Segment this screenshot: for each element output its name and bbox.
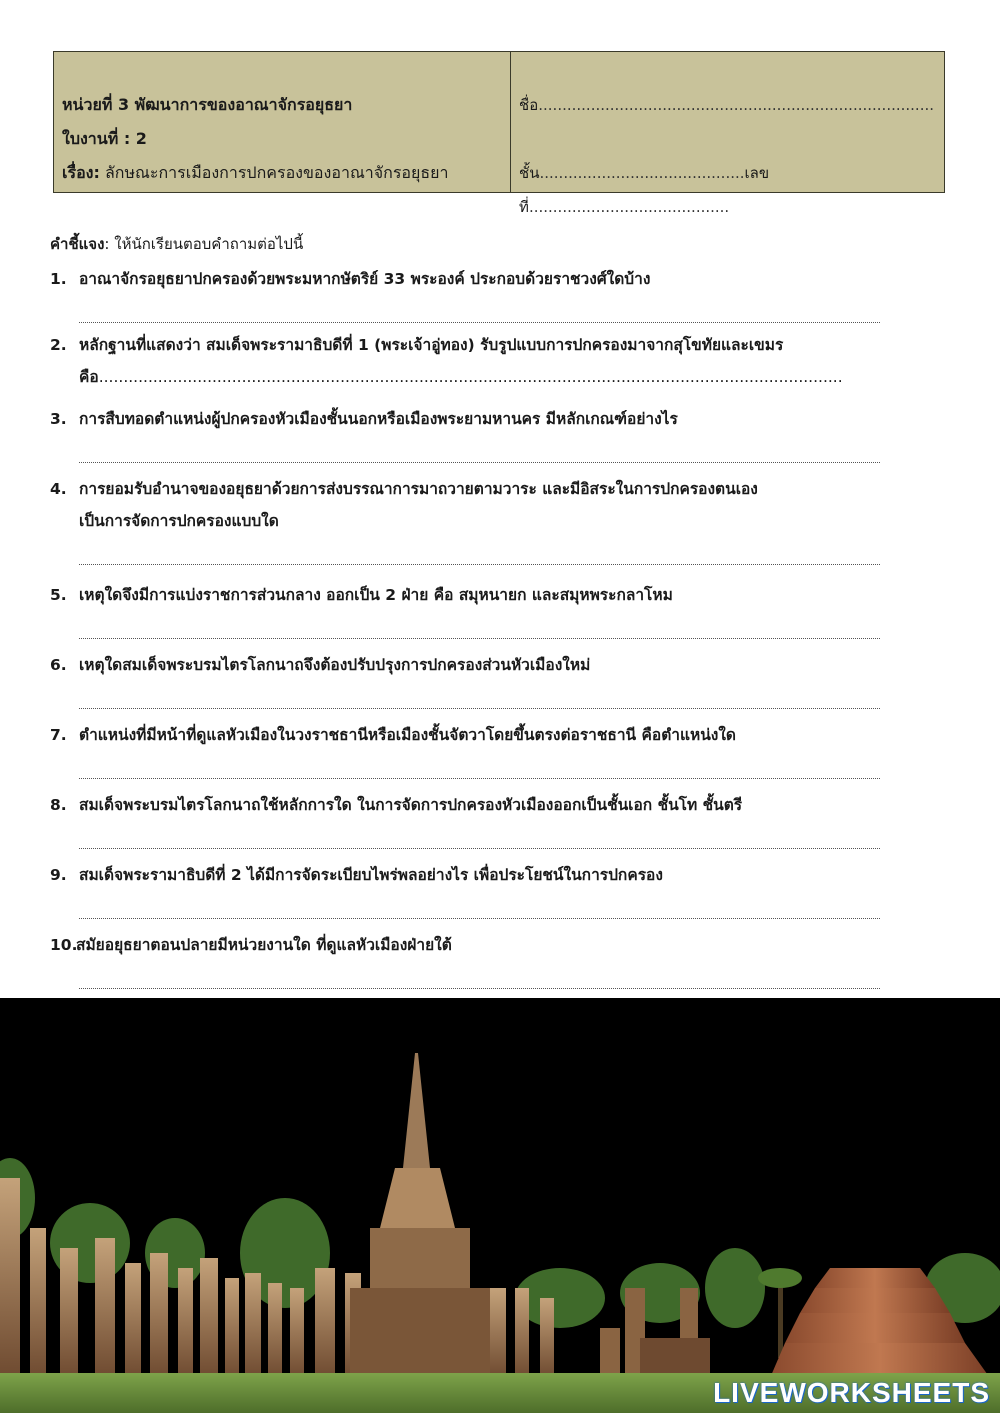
answer-line[interactable] [79,918,880,919]
header-left [54,52,511,192]
ruins-illustration [0,998,1000,1413]
central-chedi [350,1053,490,1378]
name-label: ชื่อ [519,96,539,114]
question-2: 2. หลักฐานที่แสดงว่า สมเด็จพระรามาธิบดีที่ 1 (พระเจ้าอู่ทอง) รับรูปแบบการปกครองมาจากสุโขทัยและเขมร คือ....................................................................................................................................................... [50,329,880,403]
question-3: 3. การสืบทอดตำแหน่งผู้ปกครองหัวเมืองชั้นนอกหรือเมืองพระยามหานคร มีหลักเกณฑ์อย่างไร [50,403,880,473]
answer-line[interactable] [79,638,880,639]
class-label: ชั้น [519,164,540,182]
worksheet-content [50,228,880,999]
header-box [53,51,945,216]
answer-line[interactable] [79,708,880,709]
answer-line[interactable] [79,564,880,565]
instructions-text: : ให้นักเรียนตอบคำถามต่อไปนี้ [104,235,304,253]
topic-text: ลักษณะการเมืองการปกครองของอาณาจักรอยุธยา [99,163,449,182]
answer-line[interactable] [79,988,880,989]
question-8: 8. สมเด็จพระบรมไตรโลกนาถใช้หลักการใด ในการจัดการปกครองหัวเมืองออกเป็นชั้นเอก ชั้นโท ชั้นตรี [50,789,880,859]
answer-line[interactable]: คือ....................................................................................................................................................... [79,368,843,386]
question-10: 10. สมัยอยุธยาตอนปลายมีหน่วยงานใด ที่ดูแลหัวเมืองฝ่ายใต้ [50,929,880,999]
answer-line[interactable] [79,778,880,779]
ayutthaya-ruins-photo [0,998,1000,1413]
answer-line[interactable] [79,462,880,463]
answer-line[interactable] [79,848,880,849]
topic-label: เรื่อง: [62,163,100,182]
question-7: 7. ตำแหน่งที่มีหน้าที่ดูแลหัวเมืองในวงราชธานีหรือเมืองชั้นจัตวาโดยขึ้นตรงต่อราชธานี คือตำแหน่งใด [50,719,880,789]
instructions [50,228,880,260]
number-label: เลขที่ [519,164,770,216]
question-6: 6. เหตุใดสมเด็จพระบรมไตรโลกนาถจึงต้องปรับปรุงการปกครองส่วนหัวเมืองใหม่ [50,649,880,719]
name-field[interactable]: ชื่อ................................................................................... [519,96,934,114]
instructions-label: คำชี้แจง [50,235,105,253]
answer-line[interactable] [79,322,880,323]
question-5: 5. เหตุใดจึงมีการแบ่งราชการส่วนกลาง ออกเป็น 2 ฝ่าย คือ สมุหนายก และสมุหพระกลาโหม [50,579,880,649]
class-number-field[interactable]: ชั้น...........................................เลขที่.......................................... [519,164,770,216]
worksheet-number: ใบงานที่ : 2 [62,129,147,148]
question-9: 9. สมเด็จพระรามาธิบดีที่ 2 ได้มีการจัดระเบียบไพร่พลอย่างไร เพื่อประโยชน์ในการปกครอง [50,859,880,929]
question-4: 4. การยอมรับอำนาจของอยุธยาด้วยการส่งบรรณาการมาถวายตามวาระ และมีอิสระในการปกครองตนเอง เป็นการจัดการปกครองแบบใด [50,473,880,579]
liveworksheets-logo: LIVEWORKSHEETS [713,1377,990,1408]
header-right [511,52,944,216]
topic-line [62,156,510,190]
unit-title: หน่วยที่ 3 พัฒนาการของอาณาจักรอยุธยา [62,95,353,114]
question-1: 1. อาณาจักรอยุธยาปกครองด้วยพระมหากษัตริย์ 33 พระองค์ ประกอบด้วยราชวงศ์ใดบ้าง [50,263,880,329]
